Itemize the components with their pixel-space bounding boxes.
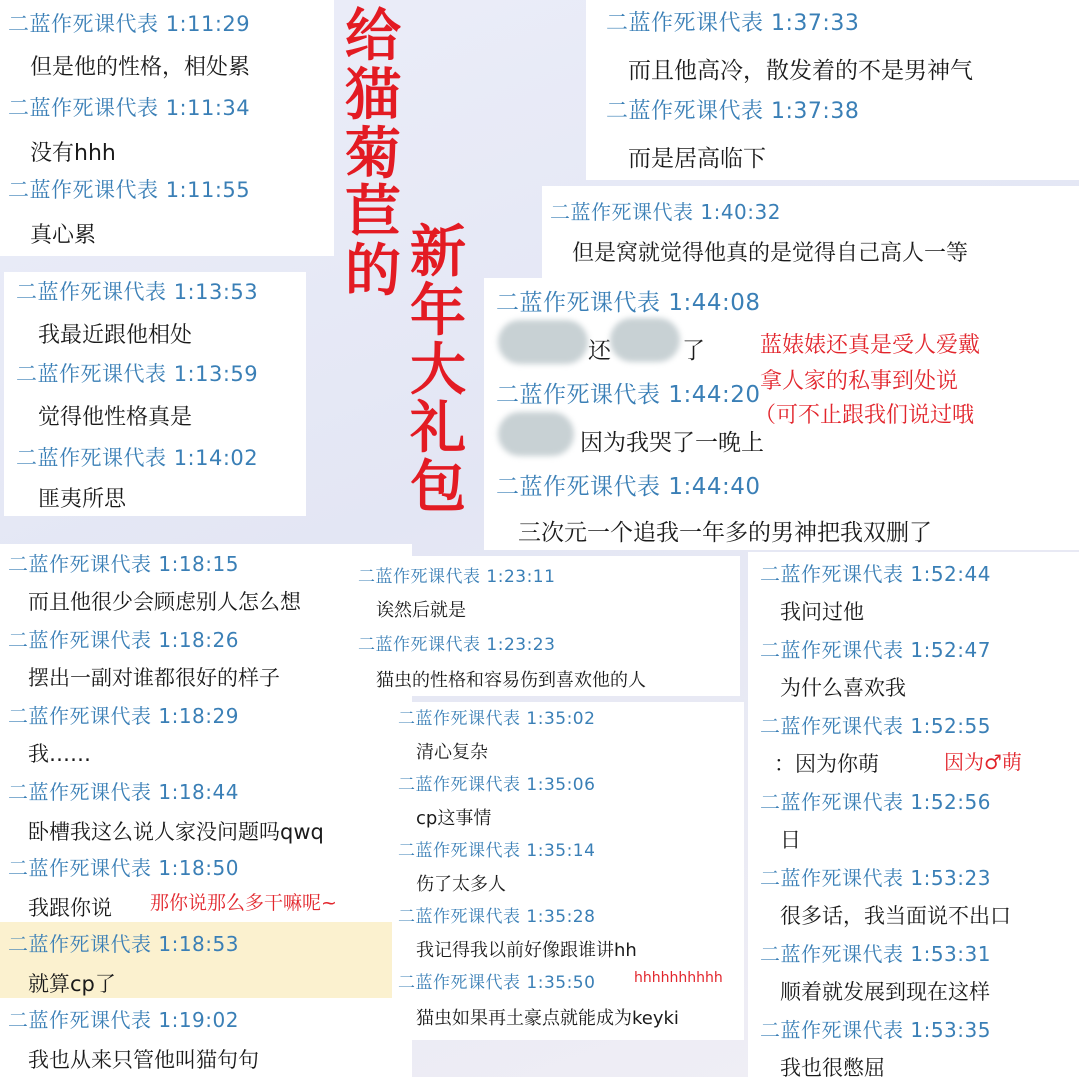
message-text: 很多话，我当面说不出口 — [780, 904, 1011, 928]
message-text: 为什么喜欢我 — [780, 676, 906, 700]
message-text: 顺着就发展到现在这样 — [780, 980, 990, 1004]
redacted-blur — [610, 318, 680, 362]
message-text: 而且他很少会顾虑别人怎么想 — [28, 590, 301, 614]
chat-panel-e — [484, 278, 1079, 550]
message-text: 日 — [780, 828, 801, 852]
message-text: 伤了太多人 — [416, 874, 506, 895]
message-text: 匪夷所思 — [38, 487, 127, 512]
message-text: 真心累 — [30, 223, 97, 248]
message-text: 猫虫的性格和容易伤到喜欢他的人 — [376, 670, 646, 691]
chat-panel-h — [394, 702, 744, 1040]
annotation-text: （可不止跟我们说过哦 — [754, 403, 975, 428]
message-text: 三次元一个追我一年多的男神把我双删了 — [518, 520, 932, 546]
message-header: 二蓝作死课代表 1:37:38 — [606, 99, 860, 124]
redacted-blur — [498, 412, 574, 456]
annotation-text: hhhhhhhhhh — [634, 970, 723, 986]
message-header: 二蓝作死课代表 1:52:47 — [760, 638, 991, 662]
message-text: 诶然后就是 — [376, 600, 466, 621]
message-header: 二蓝作死课代表 1:53:35 — [760, 1018, 991, 1042]
message-text: 而是居高临下 — [628, 146, 766, 172]
message-text: cp这事情 — [416, 808, 492, 829]
message-header: 二蓝作死课代表 1:11:34 — [8, 96, 251, 120]
message-header: 二蓝作死课代表 1:18:29 — [8, 704, 239, 728]
message-header: 二蓝作死课代表 1:19:02 — [8, 1008, 239, 1032]
message-header: 二蓝作死课代表 1:18:26 — [8, 628, 239, 652]
title-line-1: 给 猫 菊 苣 的 — [345, 4, 401, 305]
message-header: 二蓝作死课代表 1:23:11 — [358, 567, 556, 587]
message-text: 我也从来只管他叫猫句句 — [28, 1048, 259, 1072]
message-header: 二蓝作死课代表 1:18:15 — [8, 552, 239, 576]
message-text: 摆出一副对谁都很好的样子 — [28, 666, 280, 690]
message-text: 但是他的性格，相处累 — [30, 55, 251, 80]
message-header: 二蓝作死课代表 1:52:44 — [760, 562, 991, 586]
message-header: 二蓝作死课代表 1:35:50 — [398, 973, 596, 993]
message-text: 但是窝就觉得他真的是觉得自己高人一等 — [572, 241, 969, 266]
redacted-blur — [498, 320, 588, 364]
chat-panel-f — [0, 544, 412, 1077]
message-text: 我跟你说 — [28, 896, 112, 920]
message-header: 二蓝作死课代表 1:35:28 — [398, 907, 596, 927]
message-header: 二蓝作死课代表 1:44:08 — [496, 290, 761, 316]
message-header: 二蓝作死课代表 1:44:20 — [496, 382, 761, 408]
message-header: 二蓝作死课代表 1:14:02 — [16, 446, 259, 470]
message-text: 了 — [682, 338, 705, 364]
message-header: 二蓝作死课代表 1:35:02 — [398, 709, 596, 729]
message-header: 二蓝作死课代表 1:53:23 — [760, 866, 991, 890]
annotation-text: 蓝婊婊还真是受人爱戴 — [760, 333, 981, 358]
message-text: 清心复杂 — [416, 742, 488, 763]
message-header: 二蓝作死课代表 1:11:55 — [8, 178, 251, 202]
message-text: 我记得我以前好像跟谁讲hh — [416, 940, 637, 961]
message-header: 二蓝作死课代表 1:23:23 — [358, 635, 556, 655]
chat-panel-a — [0, 0, 334, 256]
message-text: 因为我哭了一晚上 — [580, 430, 764, 456]
message-header: 二蓝作死课代表 1:11:29 — [8, 12, 251, 36]
message-text: 我也很憋屈 — [780, 1056, 885, 1077]
message-header: 二蓝作死课代表 1:35:06 — [398, 775, 596, 795]
annotation-text: 因为♂萌 — [944, 750, 1022, 774]
message-text: 觉得他性格真是 — [38, 405, 193, 430]
chat-panel-c — [586, 0, 1079, 180]
message-header: 二蓝作死课代表 1:13:59 — [16, 362, 259, 386]
title-line-2: 新 年 大 礼 包 — [410, 220, 466, 521]
message-header: 二蓝作死课代表 1:52:55 — [760, 714, 991, 738]
message-text: ：因为你萌 — [774, 752, 879, 776]
message-text: 而且他高冷，散发着的不是男神气 — [628, 58, 973, 84]
message-header: 二蓝作死课代表 1:18:50 — [8, 856, 239, 880]
chat-panel-g — [352, 556, 740, 696]
message-text: 我问过他 — [780, 600, 864, 624]
chat-panel-b — [4, 272, 306, 516]
message-header: 二蓝作死课代表 1:52:56 — [760, 790, 991, 814]
message-header: 二蓝作死课代表 1:18:44 — [8, 780, 239, 804]
chat-panel-d — [542, 186, 1079, 278]
message-text: 没有hhh — [30, 141, 116, 166]
message-header: 二蓝作死课代表 1:40:32 — [550, 200, 781, 224]
chat-panel-i — [748, 552, 1079, 1077]
message-text: 卧槽我这么说人家没问题吗qwq — [28, 820, 324, 844]
message-text: 就算cp了 — [28, 972, 116, 996]
annotation-text: 那你说那么多干嘛呢~ — [150, 892, 337, 914]
annotation-text: 拿人家的私事到处说 — [760, 369, 959, 394]
message-header: 二蓝作死课代表 1:18:53 — [8, 932, 239, 956]
message-header: 二蓝作死课代表 1:13:53 — [16, 280, 259, 304]
message-header: 二蓝作死课代表 1:53:31 — [760, 942, 991, 966]
message-text: 我最近跟他相处 — [38, 323, 193, 348]
message-header: 二蓝作死课代表 1:44:40 — [496, 474, 761, 500]
message-header: 二蓝作死课代表 1:37:33 — [606, 11, 860, 36]
message-text: 还 — [588, 338, 611, 364]
message-header: 二蓝作死课代表 1:35:14 — [398, 841, 596, 861]
message-text: 我…… — [28, 742, 91, 766]
message-text: 猫虫如果再土豪点就能成为keyki — [416, 1008, 679, 1029]
